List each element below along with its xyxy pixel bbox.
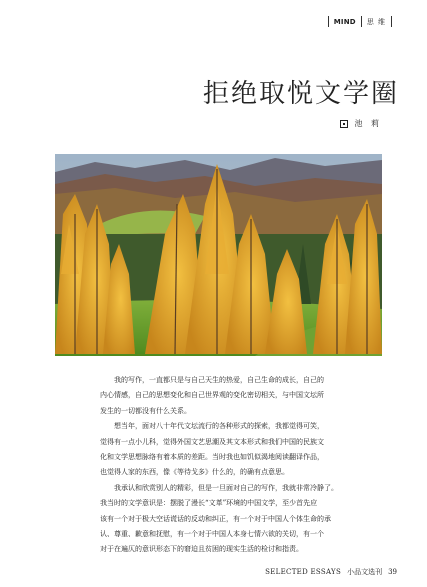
author-bullet-icon — [340, 120, 348, 128]
author-name: 池 莉 — [354, 119, 382, 128]
section-label-en: MIND — [333, 17, 356, 26]
magazine-name-zh: 小品文选刊 — [347, 568, 383, 576]
paragraph — [100, 373, 385, 419]
page-footer — [265, 567, 397, 577]
divider — [361, 16, 362, 27]
paragraph — [100, 419, 385, 481]
text-line: 我当时的文学意识是：摆脱了漫长“文革”环境的中国文学，至少首先应 — [100, 499, 318, 508]
page-number: 39 — [388, 568, 397, 576]
text-line: 想当年，面对八十年代文坛流行的各种形式的探索，我都觉得可笑， — [114, 422, 324, 431]
magazine-name-en: SELECTED ESSAYS — [265, 568, 342, 576]
landscape-photo — [55, 154, 382, 356]
text-line: 也觉得人家的东西，像《等待戈多》什么的，的确有点意思。 — [100, 468, 289, 477]
section-label-zh: 思 维 — [366, 17, 386, 26]
text-line: 内心情感，自己的思想变化和自己世界观的变化密切相关，与中国文坛所 — [100, 391, 324, 400]
text-line: 觉得有一点小儿科，觉得外国文艺思潮及其文本形式和我们中国的民族文 — [100, 437, 324, 446]
author-line — [340, 118, 382, 129]
text-line: 对于在遍仄的意识形态下的窘迫且贫困的现实生活的检讨和指责。 — [100, 545, 303, 554]
divider — [328, 16, 329, 27]
text-line: 发生的一切都没有什么关系。 — [100, 406, 191, 415]
article-body — [100, 373, 385, 558]
text-line: 我的写作，一直都只是与自己天生的热爱，自己生命的成长，自己的 — [114, 376, 324, 384]
text-line: 化和文学思想脉络有着本质的差距。当时我也如饥似渴地阅读翻译作品， — [100, 453, 324, 462]
article-title: 拒绝取悦文学圈 — [202, 79, 399, 109]
text-line: 该有一个对于极大空话谎话的反动和纠正，有一个对于中国人个体生命的承 — [100, 514, 331, 523]
divider — [391, 16, 392, 27]
section-header — [323, 16, 397, 27]
text-line: 认、尊重、歉意和抚慰，有一个对于中国人本身七情六欲的关切，有一个 — [100, 530, 324, 539]
text-line: 我承认和欣赏别人的精彩，但是一旦面对自己的写作，我就非常冷静了。 — [114, 483, 338, 492]
paragraph — [100, 481, 385, 558]
